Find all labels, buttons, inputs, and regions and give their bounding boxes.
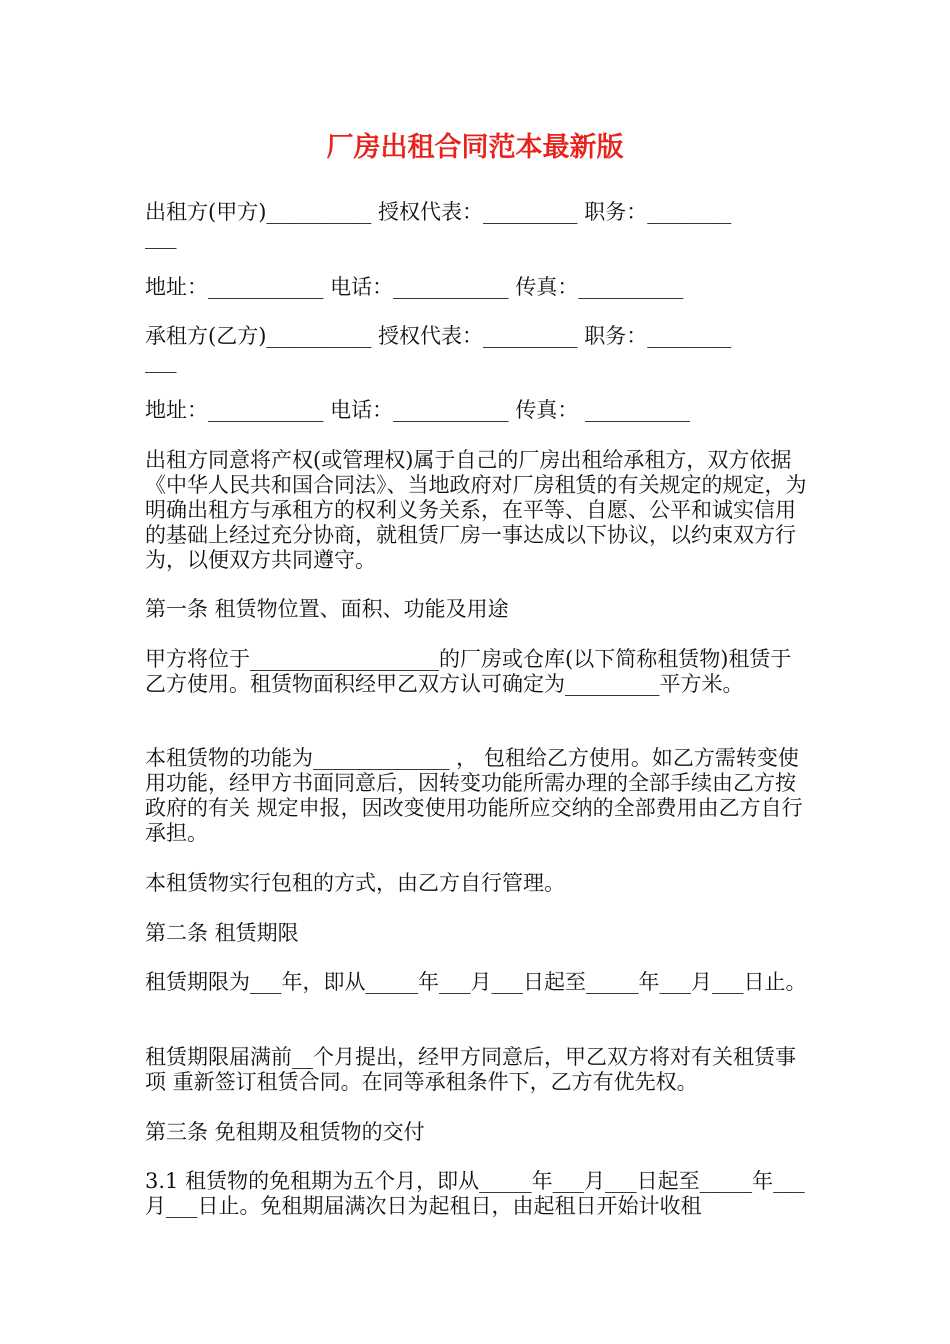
article-1-function-paragraph: 本租赁物的功能为_____________ ， 包租给乙方使用。如乙方需转变使用功能，经甲方书面同意后，因转变功能所需办理的全部手续由乙方按政府的有关 规定申报，因改变使用功能所应交纳的全部费用由乙方自行承担。 [145,746,803,845]
article-1-location-paragraph: 甲方将位于__________________的厂房或仓库(以下简称租赁物)租赁于 乙方使用。租赁物面积经甲乙双方认可确定为_________平方米。 [145,647,799,696]
lessor-party-line: 出租方(甲方)__________ 授权代表：_________ 职务：________ ___ [145,200,732,249]
lessee-address-line: 地址：___________ 电话：___________ 传真： __________ [145,398,691,422]
article-1-heading: 第一条 租赁物位置、面积、功能及用途 [145,597,509,621]
article-2-heading: 第二条 租赁期限 [145,921,299,945]
article-1-management-paragraph: 本租赁物实行包租的方式，由乙方自行管理。 [145,871,565,895]
article-3-heading: 第三条 免租期及租赁物的交付 [145,1120,425,1144]
lessee-party-line: 承租方(乙方)__________ 授权代表：_________ 职务：________ ___ [145,324,732,373]
article-2-renewal-paragraph: 租赁期限届满前__个月提出，经甲方同意后，甲乙双方将对有关租赁事项 重新签订租赁合同。在同等承租条件下，乙方有优先权。 [145,1045,796,1094]
preamble-paragraph: 出租方同意将产权(或管理权)属于自己的厂房出租给承租方，双方依据《中华人民共和国合同法》、当地政府对厂房租赁的有关规定的规定，为明确出租方与承租方的权利义务关系，在平等、自愿、公平和诚实信用的基础上经过充分协商，就租赁厂房一事达成以下协议，以约束双方行为，以便双方共同遵守。 [145,448,807,572]
lessor-address-line: 地址：___________ 电话：___________ 传真：__________ [145,275,684,299]
article-2-term-paragraph: 租赁期限为___年，即从_____年___月___日起至_____年___月___日止。 [145,970,807,994]
article-3-free-period-paragraph: 3.1 租赁物的免租期为五个月，即从_____年___月___日起至_____年___ 月___日止。免租期届满次日为起租日，由起租日开始计收租 [145,1169,812,1218]
document-title: 厂房出租合同范本最新版 [326,132,624,163]
